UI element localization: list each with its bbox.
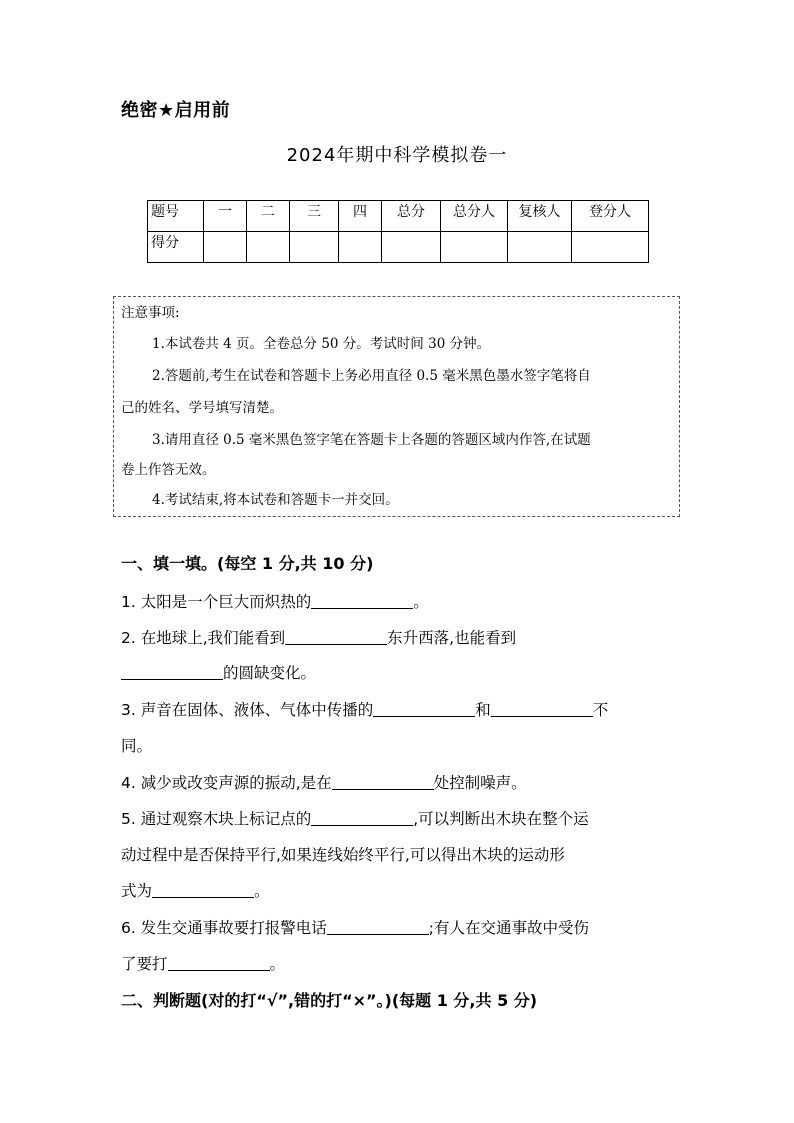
question-6-text: 6. 发生交通事故要打报警电话 xyxy=(121,919,327,937)
score-row-label: 得分 xyxy=(148,232,204,263)
question-2-text-2: 东升西落,也能看到 xyxy=(387,629,517,647)
question-1 xyxy=(121,590,429,612)
answer-blank[interactable] xyxy=(311,809,413,826)
question-3 xyxy=(121,698,608,720)
score-table xyxy=(147,200,649,263)
question-6-end: 。 xyxy=(269,955,286,973)
question-5-text-4: 式为 xyxy=(121,882,153,900)
score-table-header-row xyxy=(148,201,649,232)
header-cell-total: 总分 xyxy=(382,201,441,232)
answer-blank[interactable] xyxy=(152,881,254,898)
header-cell-3: 三 xyxy=(290,201,339,232)
question-3-continued: 同。 xyxy=(121,737,153,755)
answer-blank[interactable] xyxy=(373,700,475,717)
section-2-heading: 二、判断题(对的打“√”,错的打“×”。)(每题 1 分,共 5 分) xyxy=(121,991,538,1010)
score-cell xyxy=(339,232,382,263)
question-4 xyxy=(121,771,527,793)
header-cell-1: 一 xyxy=(204,201,247,232)
question-5-end: 。 xyxy=(254,882,270,900)
question-6-text-3: 了要打 xyxy=(121,955,168,973)
question-2 xyxy=(121,626,516,648)
question-6-text-2: ;有人在交通事故中受伤 xyxy=(428,919,589,937)
score-cell xyxy=(247,232,290,263)
score-cell xyxy=(572,232,649,263)
question-5 xyxy=(121,807,589,829)
question-6 xyxy=(121,916,589,938)
answer-blank[interactable] xyxy=(327,918,429,935)
question-3-text-2: 和 xyxy=(475,701,491,719)
question-2-text: 2. 在地球上,我们能看到 xyxy=(121,629,286,647)
exam-title: 2024年期中科学模拟卷一 xyxy=(286,145,508,166)
score-cell xyxy=(204,232,247,263)
notice-item-1: 1.本试卷共 4 页。全卷总分 50 分。考试时间 30 分钟。 xyxy=(152,336,491,352)
notice-box xyxy=(113,296,680,517)
question-2-continued xyxy=(121,661,316,683)
section-1-heading: 一、填一填。(每空 1 分,共 10 分) xyxy=(121,554,374,573)
question-6-continued xyxy=(121,952,285,974)
notice-heading: 注意事项: xyxy=(121,305,180,321)
answer-blank[interactable] xyxy=(311,592,413,609)
question-3-text: 3. 声音在固体、液体、气体中传播的 xyxy=(121,701,374,719)
notice-item-3-line-1: 3.请用直径 0.5 毫米黑色签字笔在答题卡上各题的答题区域内作答,在试题 xyxy=(152,432,591,448)
notice-item-4: 4.考试结束,将本试卷和答题卡一并交回。 xyxy=(152,492,399,508)
answer-blank[interactable] xyxy=(285,628,387,645)
question-5-line-2: 动过程中是否保持平行,如果连线始终平行,可以得出木块的运动形 xyxy=(121,846,565,864)
answer-blank[interactable] xyxy=(332,773,434,790)
question-5-text: 5. 通过观察木块上标记点的 xyxy=(121,810,312,828)
question-1-text: 1. 太阳是一个巨大而炽热的 xyxy=(121,593,312,611)
question-5-line-3 xyxy=(121,879,270,901)
notice-item-2-line-2: 己的姓名、学号填写清楚。 xyxy=(121,400,283,416)
answer-blank[interactable] xyxy=(168,954,270,971)
header-cell-label: 题号 xyxy=(148,201,204,232)
score-cell xyxy=(290,232,339,263)
header-cell-4: 四 xyxy=(339,201,382,232)
notice-item-2-line-1: 2.答题前,考生在试卷和答题卡上务必用直径 0.5 毫米黑色墨水签字笔将自 xyxy=(152,368,591,384)
question-4-text-2: 处控制噪声。 xyxy=(433,774,527,792)
question-3-text-3: 不 xyxy=(592,701,609,719)
question-1-end: 。 xyxy=(413,593,429,611)
header-cell-reviewer: 复核人 xyxy=(508,201,572,232)
answer-blank[interactable] xyxy=(491,700,593,717)
score-table-score-row xyxy=(148,232,649,263)
question-5-text-2: ,可以判断出木块在整个运 xyxy=(413,810,589,828)
answer-blank[interactable] xyxy=(121,663,223,680)
question-2-text-3: 的圆缺变化。 xyxy=(223,664,317,682)
score-cell xyxy=(508,232,572,263)
question-4-text: 4. 减少或改变声源的振动,是在 xyxy=(121,774,332,792)
score-cell xyxy=(441,232,508,263)
confidential-label: 绝密★启用前 xyxy=(121,100,231,121)
header-cell-2: 二 xyxy=(247,201,290,232)
header-cell-total-scorer: 总分人 xyxy=(441,201,508,232)
notice-item-3-line-2: 卷上作答无效。 xyxy=(121,462,216,478)
score-cell xyxy=(382,232,441,263)
header-cell-recorder: 登分人 xyxy=(572,201,649,232)
